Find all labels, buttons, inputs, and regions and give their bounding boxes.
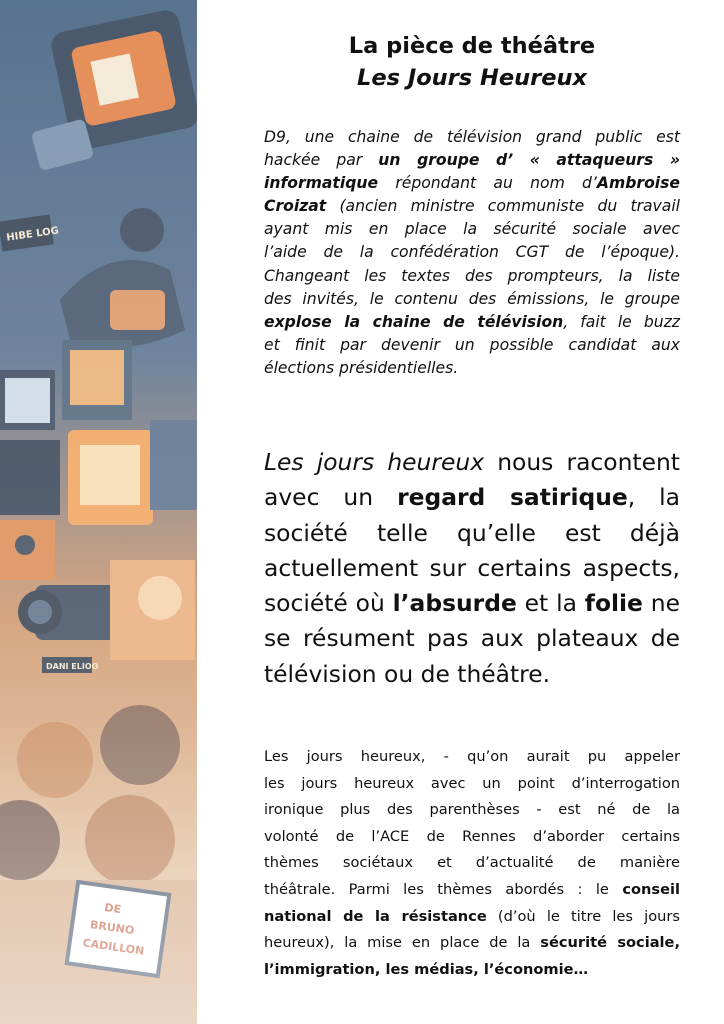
- highlight-line: Les jours heureux nous racontent: [264, 448, 680, 476]
- synopsis-line: hackée par un groupe d’ « attaqueurs »: [264, 151, 680, 170]
- context-line: l’immigration, les médias, l’économie…: [264, 960, 589, 978]
- synopsis-line: explose la chaine de télévision, fait le buzz: [264, 312, 680, 331]
- highlight-line: actuellement sur certains aspects,: [264, 553, 680, 582]
- highlight-line: avec un regard satirique, la: [264, 483, 681, 512]
- context-line: volonté de l’ACE de Rennes d’aborder certains: [264, 827, 680, 845]
- context-line: théâtrale. Parmi les thèmes abordés : le conseil: [264, 880, 680, 898]
- highlight-line: télévision ou de théâtre.: [264, 659, 551, 688]
- context-line: les jours heureux avec un point d’interrogation: [264, 774, 680, 792]
- synopsis-line: ayant mis en place la sécurité sociale avec: [264, 220, 680, 239]
- highlight-line: société telle qu’elle est déjà: [264, 518, 680, 547]
- context-line: ironique plus des parenthèses - est né de la: [264, 801, 680, 819]
- highlight-paragraph: [264, 445, 680, 692]
- context-line: thèmes sociétaux et d’actualité de manière: [264, 854, 680, 872]
- synopsis-line: Changeant les textes des prompteurs, la liste: [264, 266, 680, 285]
- synopsis-line: Croizat (ancien ministre communiste du travail: [264, 197, 680, 216]
- context-line: Les jours heureux, - qu’on aurait pu appeler: [264, 748, 680, 765]
- highlight-line: société où l’absurde et la folie ne: [264, 589, 680, 618]
- synopsis-line: l’aide de la confédération CGT de l’époque).: [264, 243, 680, 262]
- highlight-line: se résument pas aux plateaux de: [264, 624, 680, 653]
- context-paragraph: [264, 744, 680, 983]
- context-line: heureux), la mise en place de la sécurité sociale,: [264, 934, 680, 952]
- synopsis-line: informatique répondant au nom d’Ambroise: [264, 174, 680, 193]
- page-title: [264, 30, 680, 94]
- title-line-1: La pièce de théâtre: [348, 33, 596, 59]
- synopsis-line: et finit par devenir un possible candidat aux: [264, 335, 680, 354]
- synopsis-line: élections présidentielles.: [264, 358, 459, 377]
- cover-illustration: [0, 0, 197, 1024]
- synopsis-line: D9, une chaine de télévision grand public est: [264, 128, 680, 146]
- synopsis-line: des invités, le contenu des émissions, le groupe: [264, 289, 680, 308]
- title-line-2: Les Jours Heureux: [357, 65, 587, 91]
- context-line: national de la résistance (d’où le titre les jours: [264, 907, 680, 925]
- synopsis-paragraph: [264, 126, 680, 380]
